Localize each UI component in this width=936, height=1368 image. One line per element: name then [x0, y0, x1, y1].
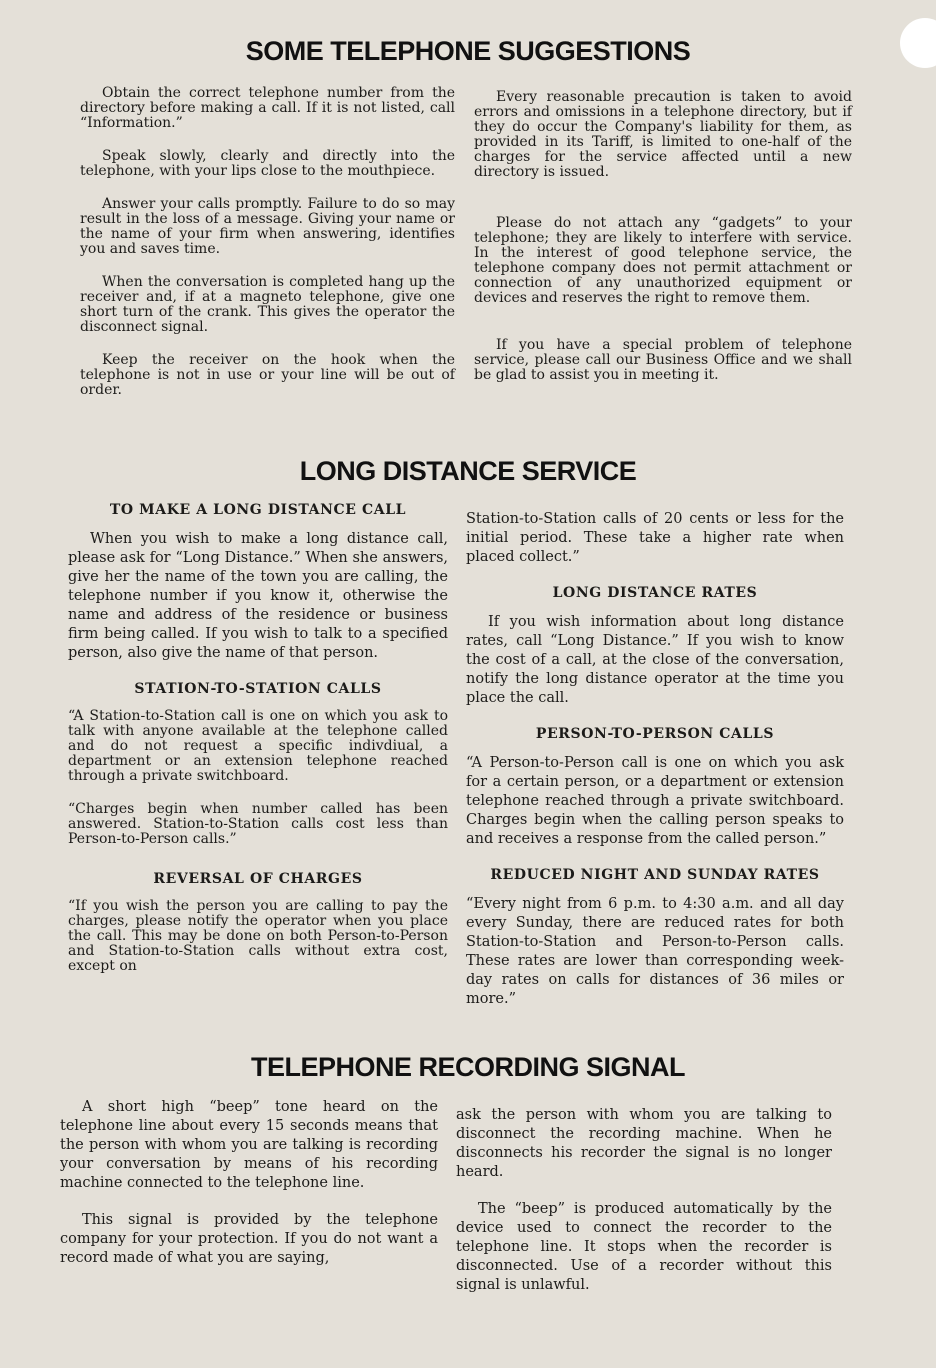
paragraph: Station-to-Station calls of 20 cents or less for the initial period. These take a higher rate when placed collect.” [466, 511, 844, 565]
paragraph: If you wish information about long distance rates, call “Long Distance.” If you wish to know the cost of a call, at the close of the conversation, notify the long distance operator at the time you place the call. [466, 614, 844, 706]
heading-make-call: TO MAKE A LONG DISTANCE CALL [109, 502, 407, 518]
paragraph: “Charges begin when number called has been answered. Station-to-Station calls cost less than Person-to-Person calls.” [68, 801, 448, 847]
paragraph: ask the person with whom you are talking to disconnect the recording machine. When he disconnects his recorder the signal is no longer heard. [456, 1107, 832, 1180]
long-distance-right-column [466, 510, 844, 1027]
recording-right-column [456, 1106, 832, 1313]
paragraph: A short high “beep” tone heard on the telephone line about every 15 seconds means that the person with whom you are talking is recording your conversation by means of his recording machine connected to the telephone line. [60, 1099, 438, 1191]
paragraph: When you wish to make a long distance call, please ask for “Long Distance.” When she answers, give her the name of the town you are calling, the telephone number if you know it, otherwise the name and address of the residence or business firm being called. If you wish to talk to a specified person, also give the name of that person. [68, 531, 448, 661]
recording-left-column [60, 1098, 438, 1286]
paragraph: “If you wish the person you are calling to pay the charges, please notify the operator when you place the call. This may be done on both Person-to-Person and Station-to-Station calls without extra cost, except on [68, 898, 448, 974]
long-distance-left-column [68, 502, 448, 992]
paragraph: Obtain the correct telephone number from the directory before making a call. If it is not listed, call “Information.” [80, 85, 455, 131]
paragraph: Speak slowly, clearly and directly into the telephone, with your lips close to the mouthpiece. [80, 148, 455, 179]
paragraph: If you have a special problem of telephone service, please call our Business Office and we shall be glad to assist you in meeting it. [474, 337, 852, 383]
suggestions-right-column [474, 90, 852, 401]
section-title-suggestions: SOME TELEPHONE SUGGESTIONS [245, 36, 691, 66]
section-title-recording-signal: TELEPHONE RECORDING SIGNAL [250, 1052, 686, 1082]
heading-reversal: REVERSAL OF CHARGES [153, 871, 363, 887]
section-title-long-distance: LONG DISTANCE SERVICE [299, 456, 637, 486]
suggestions-left-column [80, 86, 455, 416]
paragraph: This signal is provided by the telephone company for your protection. If you do not want a record made of what you are saying, [60, 1212, 438, 1266]
paragraph: “A Person-to-Person call is one on which you ask for a certain person, or a department or extension telephone reached through a private switchboard. Charges begin when the calling person speaks to and receives a response from the called person.” [466, 755, 844, 847]
heading-station-to-station: STATION-TO-STATION CALLS [134, 681, 382, 697]
heading-reduced-rates: REDUCED NIGHT AND SUNDAY RATES [490, 867, 820, 883]
paragraph: Please do not attach any “gadgets” to your telephone; they are likely to interfere with service. In the interest of good telephone service, the telephone company does not permit attachment or connection of any unauthorized equipment or devices and reserves the right to remove them. [474, 215, 852, 306]
paragraph: Keep the receiver on the hook when the telephone is not in use or your line will be out of order. [80, 352, 455, 398]
paragraph: Answer your calls promptly. Failure to do so may result in the loss of a message. Giving your name or the name of your firm when answering, identifies you and saves time. [80, 196, 455, 257]
paragraph: When the conversation is completed hang up the receiver and, if at a magneto telephone, give one short turn of the crank. This gives the operator the disconnect signal. [80, 274, 455, 335]
paragraph: Every reasonable precaution is taken to avoid errors and omissions in a telephone directory, but if they do occur the Company's liability for them, as provided in its Tariff, is limited to one-half of the charges for the service affected until a new directory is issued. [474, 89, 852, 180]
heading-person-to-person: PERSON-TO-PERSON CALLS [535, 726, 775, 742]
paragraph: “Every night from 6 p.m. to 4:30 a.m. and all day every Sunday, there are reduced rates for both Station-to-Station and Person-to-Person calls. These rates are lower than corresponding week-day rates on calls for distances of 36 miles or more.” [466, 896, 844, 1007]
heading-rates: LONG DISTANCE RATES [552, 585, 758, 601]
paragraph: The “beep” is produced automatically by the device used to connect the recorder to the telephone line. It stops when the recorder is disconnected. Use of a recorder without this signal is unlawful. [456, 1201, 832, 1293]
paragraph: “A Station-to-Station call is one on which you ask to talk with anyone available at the telephone called and do not request a specific indivdiual, a department or an extension telephone reached through a private switchboard. [68, 708, 448, 784]
